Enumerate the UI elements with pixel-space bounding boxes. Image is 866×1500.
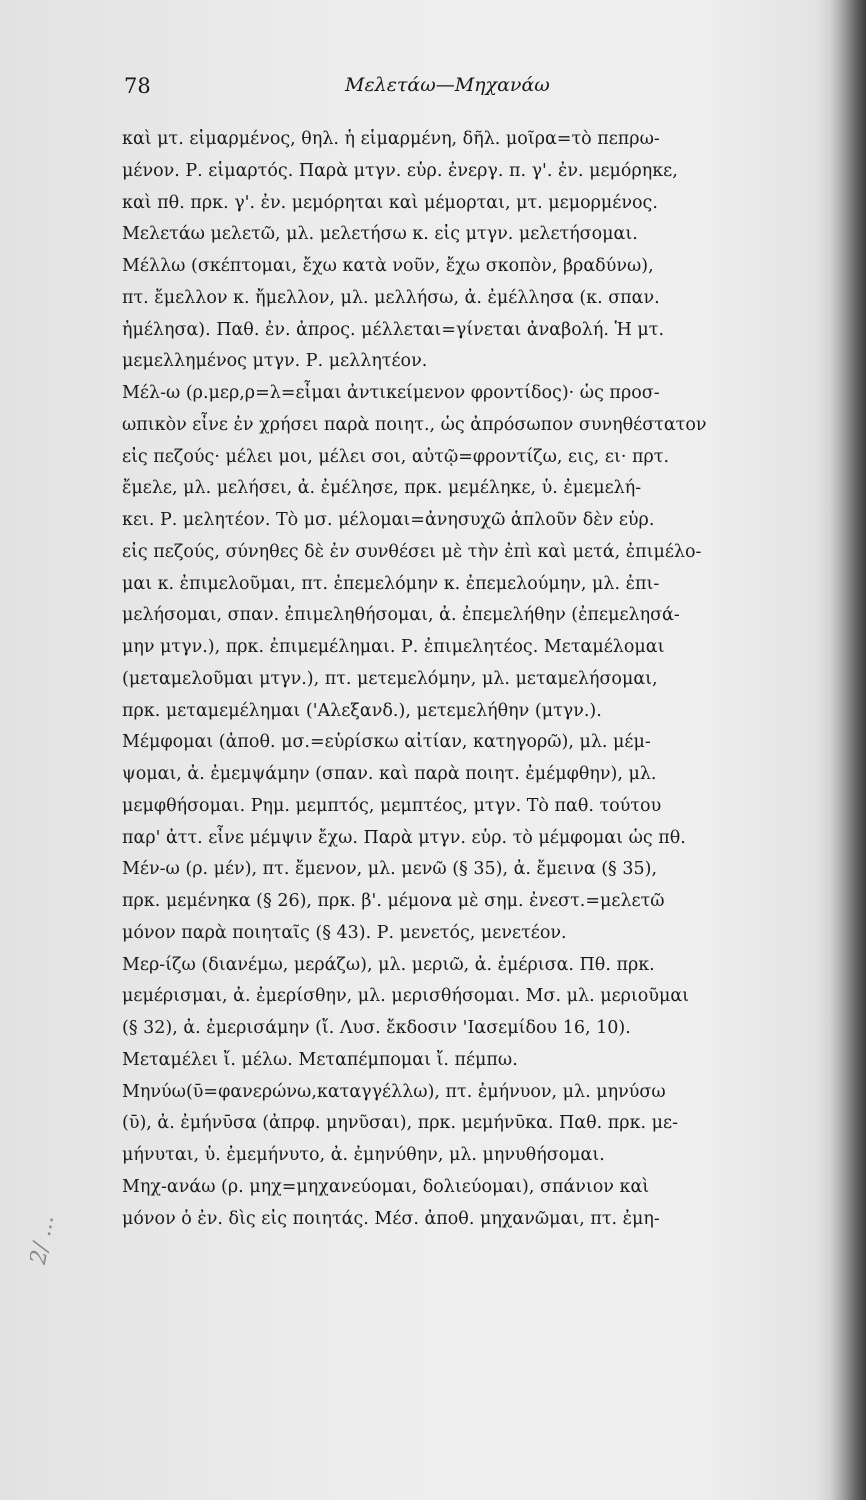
text-line: καὶ πθ. πρκ. γ'. ἐν. μεμόρηται καὶ μέμορται, μτ. μεμορμένος.: [122, 192, 658, 213]
text-line: Μέμφομαι (ἀποθ. μσ.=εὑρίσκω αἰτίαν, κατηγορῶ), μλ. μέμ-: [122, 732, 651, 753]
text-line: μαι κ. ἐπιμελοῦμαι, πτ. ἐπεμελόμην κ. ἐπεμελούμην, μλ. ἐπι-: [122, 573, 660, 594]
text-line: μεμελλημένος μτγν. Ρ. μελλητέον.: [122, 351, 428, 372]
text-line: μελήσομαι, σπαν. ἐπιμεληθήσομαι, ἀ. ἐπεμελήθην (ἐπεμελησά-: [122, 605, 680, 626]
text-line: καὶ μτ. εἱμαρμένος, θηλ. ἡ εἱμαρμένη, δῆλ. μοῖρα=τὸ πεπρω-: [122, 129, 660, 149]
text-line: ωπικὸν εἶνε ἐν χρήσει παρὰ ποιητ., ὡς ἀπρόσωπον συνηθέστατον: [122, 414, 707, 435]
text-line: Μηχ-ανάω (ρ. μηχ=μηχανεύομαι, δολιεύομαι), σπάνιον καὶ: [122, 1176, 650, 1197]
text-line: μένον. Ρ. εἱμαρτός. Παρὰ μτγν. εὑρ. ἐνεργ. π. γ'. ἐν. μεμόρηκε,: [122, 160, 678, 181]
text-line: Μηνύω(ῡ=φανερώνω,καταγγέλλω), πτ. ἐμήνυον, μλ. μηνύσω: [122, 1081, 666, 1102]
text-line: (§ 32), ἀ. ἐμερισάμην (ἴ. Λυσ. ἔκδοσιν 'Ιασεμίδου 16, 10).: [122, 1018, 631, 1038]
text-line: ἔμελε, μλ. μελήσει, ἀ. ἐμέλησε, πρκ. μεμέληκε, ὑ. ἐμεμελή-: [122, 478, 642, 499]
dictionary-text-block: [122, 124, 786, 1235]
text-line: μήνυται, ὑ. ἐμεμήνυτο, ἀ. ἐμηνύθην, μλ. μηνυθήσομαι.: [122, 1145, 605, 1165]
pencil-margin-note: 2/ ...: [26, 1213, 60, 1267]
text-line: μόνον ὁ ἐν. δὶς εἰς ποιητάς. Μέσ. ἀποθ. μηχανῶμαι, πτ. ἐμη-: [122, 1208, 660, 1229]
text-line: μεμφθήσομαι. Ρημ. μεμπτός, μεμπτέος, μτγν. Τὸ παθ. τούτου: [122, 795, 662, 816]
binding-shadow: [830, 0, 866, 1500]
text-line: μόνον παρὰ ποιηταῖς (§ 43). Ρ. μενετός, μενετέον.: [122, 922, 567, 943]
text-line: Μερ-ίζω (διανέμω, μεράζω), μλ. μεριῶ, ἀ. ἐμέρισα. Πθ. πρκ.: [122, 954, 655, 975]
text-line: Μεταμέλει ἴ. μέλω. Μεταπέμπομαι ἴ. πέμπω.: [122, 1049, 518, 1070]
text-line: μεμέρισμαι, ἀ. ἐμερίσθην, μλ. μερισθήσομαι. Μσ. μλ. μεριοῦμαι: [122, 986, 690, 1007]
text-line: Μελετάω μελετῶ, μλ. μελετήσω κ. εἰς μτγν. μελετήσομαι.: [122, 224, 638, 245]
text-line: εἰς πεζούς· μέλει μοι, μέλει σοι, αὐτῷ=φροντίζω, εις, ει· πρτ.: [122, 446, 670, 467]
text-line: πτ. ἔμελλον κ. ἤμελλον, μλ. μελλήσω, ἀ. ἐμέλλησα (κ. σπαν.: [122, 287, 660, 308]
text-line: ἠμέλησα). Παθ. ἐν. ἀπρος. μέλλεται=γίνεται ἀναβολή. Ἡ μτ.: [122, 319, 665, 340]
text-line: ψομαι, ἀ. ἐμεμψάμην (σπαν. καὶ παρὰ ποιητ. ἐμέμφθην), μλ.: [122, 764, 657, 784]
text-line: (μεταμελοῦμαι μτγν.), πτ. μετεμελόμην, μλ. μεταμελήσομαι,: [122, 668, 658, 689]
text-line: πρκ. μεταμεμέλημαι ('Αλεξανδ.), μετεμελήθην (μτγν.).: [122, 700, 602, 721]
text-line: Μέν-ω (ρ. μέν), πτ. ἔμενον, μλ. μενῶ (§ 35), ἀ. ἔμεινα (§ 35),: [122, 859, 658, 880]
text-line: Μέλλω (σκέπτομαι, ἔχω κατὰ νοῦν, ἔχω σκοπὸν, βραδύνω),: [122, 256, 654, 276]
text-line: κει. Ρ. μελητέον. Τὸ μσ. μέλομαι=ἀνησυχῶ ἁπλοῦν δὲν εὑρ.: [122, 510, 655, 530]
running-head: Μελετάω—Μηχανάω: [345, 74, 550, 96]
text-line: πρκ. μεμένηκα (§ 26), πρκ. β'. μέμονα μὲ σημ. ἐνεστ.=μελετῶ: [122, 891, 665, 911]
text-line: παρ' ἀττ. εἶνε μέμψιν ἔχω. Παρὰ μτγν. εὑρ. τὸ μέμφομαι ὡς πθ.: [122, 827, 686, 848]
text-line: εἰς πεζούς, σύνηθες δὲ ἐν συνθέσει μὲ τὴν ἐπὶ καὶ μετά, ἐπιμέλο-: [122, 541, 702, 562]
text-line: μην μτγν.), πρκ. ἐπιμεμέλημαι. Ρ. ἐπιμελητέος. Μεταμέλομαι: [122, 637, 665, 657]
page-number: 78: [124, 74, 151, 98]
text-line: (ῡ), ἀ. ἐμήνῡσα (ἀπρφ. μηνῦσαι), πρκ. μεμήνῡκα. Παθ. πρκ. με-: [122, 1113, 678, 1134]
text-line: Μέλ-ω (ρ.μερ,ρ=λ=εἶμαι ἀντικείμενον φροντίδος)· ὡς προσ-: [122, 383, 660, 403]
